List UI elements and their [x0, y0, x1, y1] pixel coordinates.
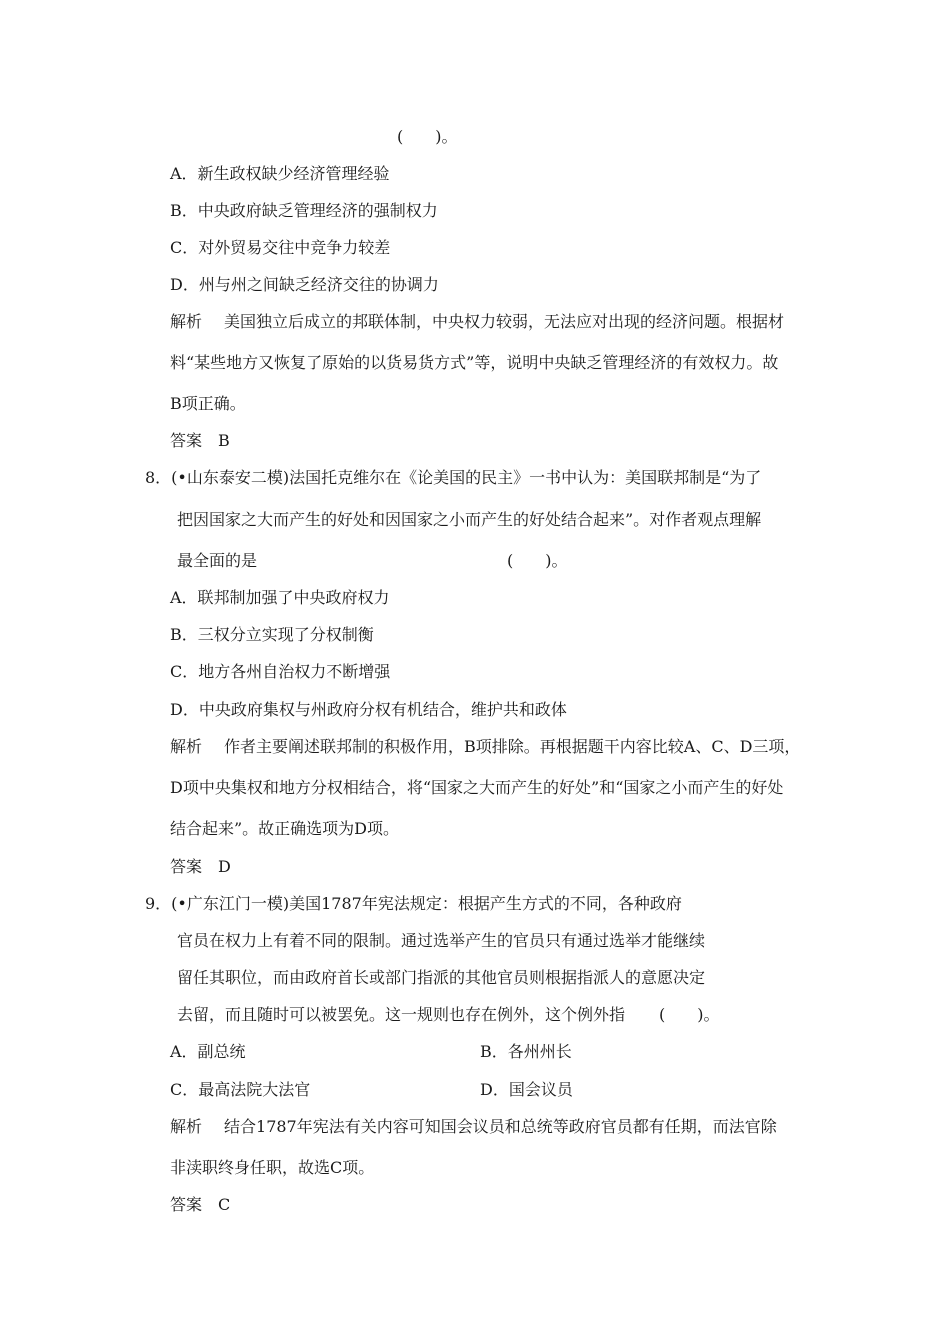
q8-analysis-line-3: 结合起来”。故正确选项为D项。 [170, 819, 400, 838]
q7-option-d: D．州与州之间缺乏经济交往的协调力 [170, 275, 439, 294]
q7-analysis-line-1 [170, 312, 784, 332]
q7-option-b: B．中央政府缺乏管理经济的强制权力 [170, 201, 438, 220]
q8-stem-line-3: 最全面的是 [177, 551, 258, 570]
q8-analysis-label: 解析 [170, 737, 203, 756]
q9-answer: 答案 C [170, 1195, 231, 1214]
q8-analysis-text-1: 作者主要阐述联邦制的积极作用，B项排除。再根据题干内容比较A、C、D三项， [224, 737, 801, 756]
q9-stem-line-4: 去留，而且随时可以被罢免。这一规则也存在例外，这个例外指 [177, 1005, 626, 1024]
q8-analysis-line-1 [170, 737, 800, 757]
q9-analysis-line-1 [170, 1117, 777, 1137]
q7-option-c: C．对外贸易交往中竞争力较差 [170, 238, 391, 257]
q8-analysis-line-2: D项中央集权和地方分权相结合，将“国家之大而产生的好处”和“国家之小而产生的好处 [170, 778, 784, 797]
q7-analysis-label: 解析 [170, 312, 203, 331]
q9-analysis-text-1: 结合1787年宪法有关内容可知国会议员和总统等政府官员都有任期，而法官除 [224, 1117, 777, 1136]
q9-option-a: A．副总统 [170, 1042, 246, 1061]
q9-stem-line-2: 官员在权力上有着不同的限制。通过选举产生的官员只有通过选举才能继续 [177, 931, 706, 950]
q8-option-c: C．地方各州自治权力不断增强 [170, 662, 391, 681]
q9-option-b: B．各州州长 [480, 1042, 572, 1061]
q7-answer: 答案 B [170, 431, 230, 450]
q9-stem-line-1: 9．(•广东江门一模)美国1787年宪法规定：根据产生方式的不同，各种政府 [145, 894, 682, 913]
q8-answer: 答案 D [170, 857, 231, 876]
q8-stem-line-2: 把因国家之大而产生的好处和因国家之小而产生的好处结合起来”。对作者观点理解 [177, 510, 762, 529]
q9-analysis-label: 解析 [170, 1117, 203, 1136]
q8-option-d: D．中央政府集权与州政府分权有机结合，维护共和政体 [170, 700, 567, 719]
q7-option-a: A．新生政权缺少经济管理经验 [170, 164, 390, 183]
q7-analysis-line-2: 料“某些地方又恢复了原始的以货易货方式”等，说明中央缺乏管理经济的有效权力。故 [170, 353, 779, 372]
q8-option-b: B．三权分立实现了分权制衡 [170, 625, 374, 644]
q9-stem-line-3: 留任其职位，而由政府首长或部门指派的其他官员则根据指派人的意愿决定 [177, 968, 706, 987]
q7-answer-bracket: ( )。 [397, 127, 458, 146]
q7-analysis-line-3: B项正确。 [170, 394, 246, 413]
q8-stem-line-1: 8．(•山东泰安二模)法国托克维尔在《论美国的民主》一书中认为：美国联邦制是“为了 [145, 468, 762, 487]
q9-answer-bracket: ( )。 [659, 1005, 720, 1024]
q9-option-c: C．最高法院大法官 [170, 1080, 311, 1099]
q8-answer-bracket: ( )。 [507, 551, 568, 570]
q9-analysis-line-2: 非渎职终身任职，故选C项。 [170, 1158, 375, 1177]
q9-option-d: D．国会议员 [480, 1080, 573, 1099]
q7-analysis-text-1: 美国独立后成立的邦联体制，中央权力较弱，无法应对出现的经济问题。根据材 [224, 312, 785, 331]
q8-option-a: A．联邦制加强了中央政府权力 [170, 588, 390, 607]
